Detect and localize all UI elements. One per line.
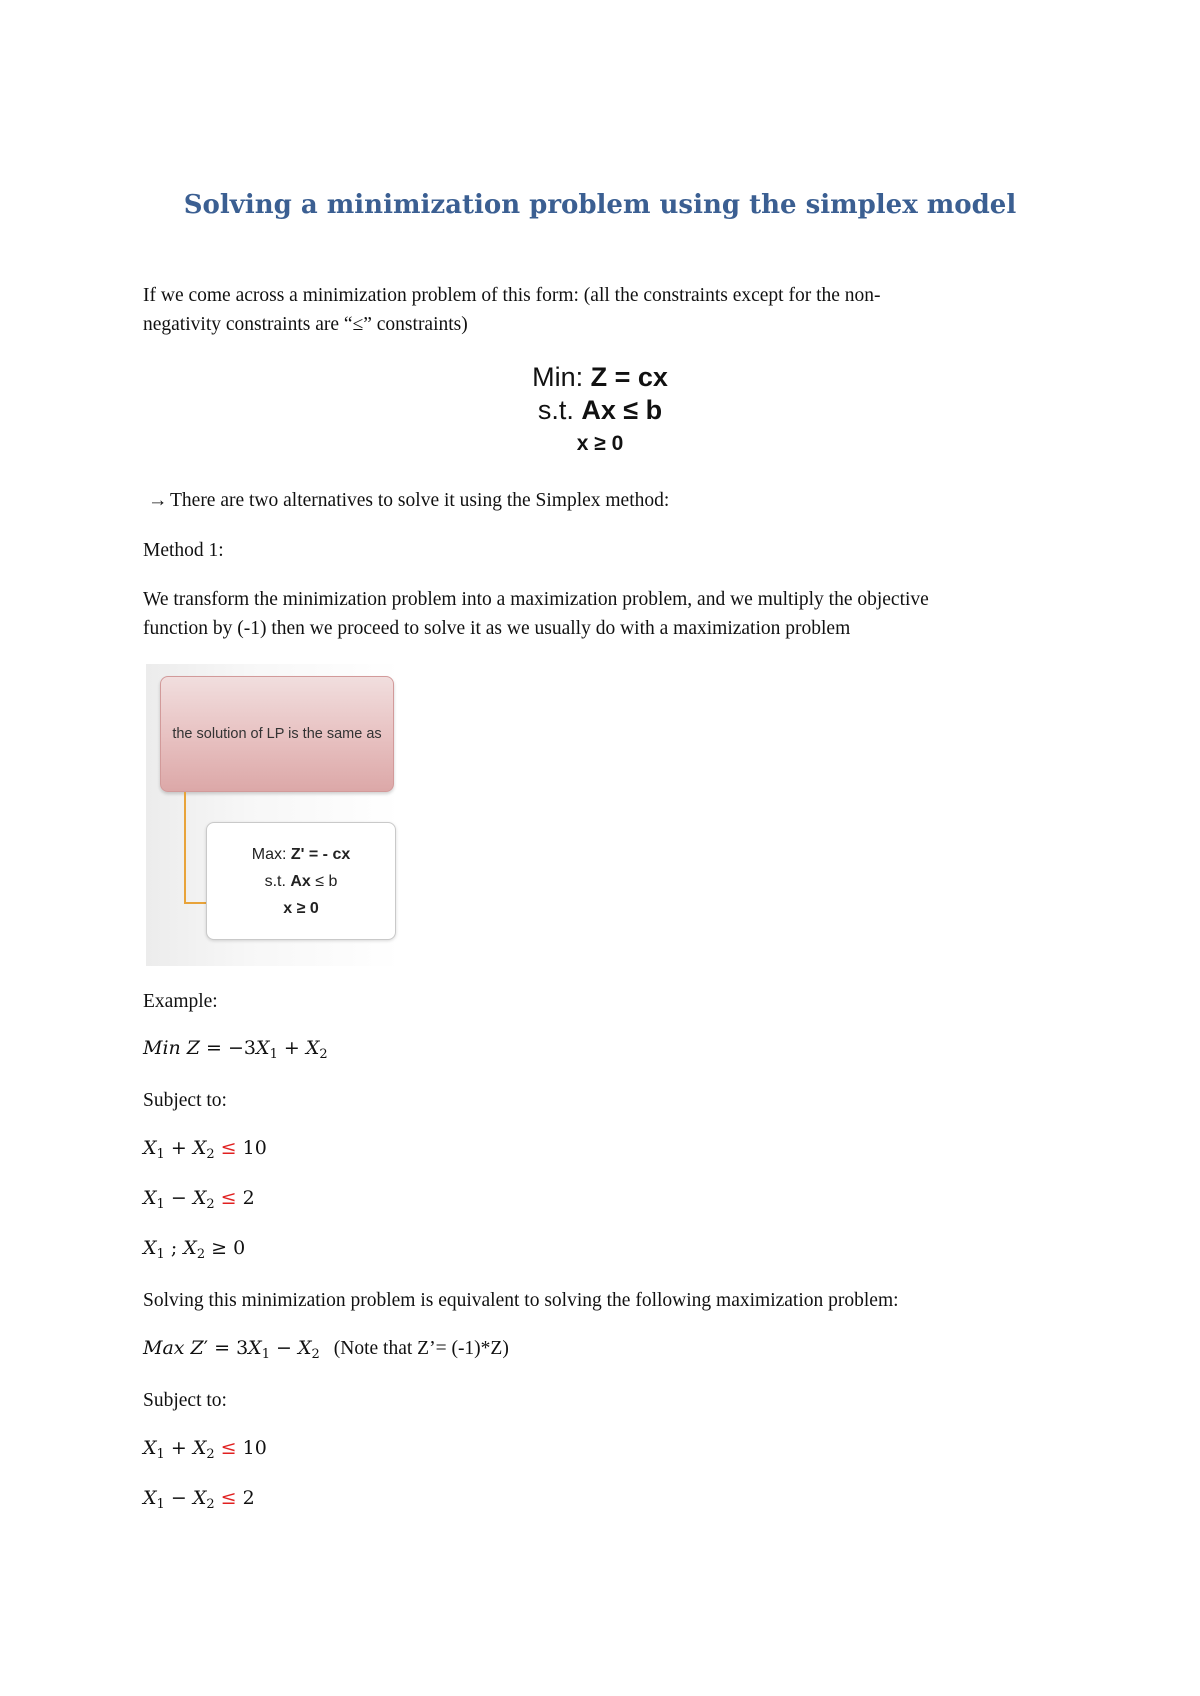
diagram-max-line: Max: Z' = - cx bbox=[251, 845, 351, 863]
constraint-nonneg: $X_1$ ; $X_2 \ge 0$ bbox=[143, 1237, 246, 1262]
general-nonnegativity: x ≥ 0 bbox=[576, 432, 624, 455]
constraint-2: $X_1 - X_2 \le 2$ bbox=[143, 1187, 255, 1212]
general-constraint: s.t. Ax ≤ b bbox=[537, 395, 663, 425]
constraint-1: $X_1 + X_2 \le 10$ bbox=[143, 1137, 267, 1162]
method1-heading: Method 1: bbox=[143, 540, 224, 561]
subject-to-2: Subject to: bbox=[143, 1390, 227, 1411]
intro-line-2: negativity constraints are “≤” constraints) bbox=[143, 314, 468, 335]
arrow-right-icon: → bbox=[148, 490, 168, 511]
method1-text-line-1: We transform the minimization problem into a maximization problem, and we multiply the objective bbox=[143, 589, 929, 610]
diagram-nonneg-line: x ≥ 0 bbox=[283, 899, 319, 917]
diagram-child-box bbox=[206, 822, 396, 940]
max-note: (Note that Z’= (-1)*Z) bbox=[333, 1338, 509, 1359]
alternatives-line: → There are two alternatives to solve it using the Simplex method: bbox=[148, 486, 669, 515]
example-heading: Example: bbox=[143, 991, 218, 1012]
max-objective: Max $Z' = 3X_1 - X_2$ (Note that Z’= (-1)*Z) bbox=[143, 1337, 509, 1362]
diagram-st-line: s.t. Ax ≤ b bbox=[264, 872, 338, 890]
max-constraint-2: $X_1 - X_2 \le 2$ bbox=[143, 1487, 255, 1512]
equivalence-diagram bbox=[146, 664, 400, 966]
equivalence-text: Solving this minimization problem is equivalent to solving the following maximization problem: bbox=[143, 1290, 899, 1311]
max-constraint-1: $X_1 + X_2 \le 10$ bbox=[143, 1437, 267, 1462]
diagram-parent-box: the solution of LP is the same as bbox=[160, 676, 394, 792]
method1-text-line-2: function by (-1) then we proceed to solve it as we usually do with a maximization problem bbox=[143, 618, 851, 639]
subject-to-1: Subject to: bbox=[143, 1090, 227, 1111]
general-objective: Min: Z = cx bbox=[532, 362, 668, 392]
page-title: Solving a minimization problem using the simplex model bbox=[183, 190, 1017, 220]
intro-line-1: If we come across a minimization problem of this form: (all the constraints except for the non- bbox=[143, 285, 881, 306]
example-objective: Min $Z = -3X_1 + X_2$ bbox=[143, 1037, 328, 1062]
